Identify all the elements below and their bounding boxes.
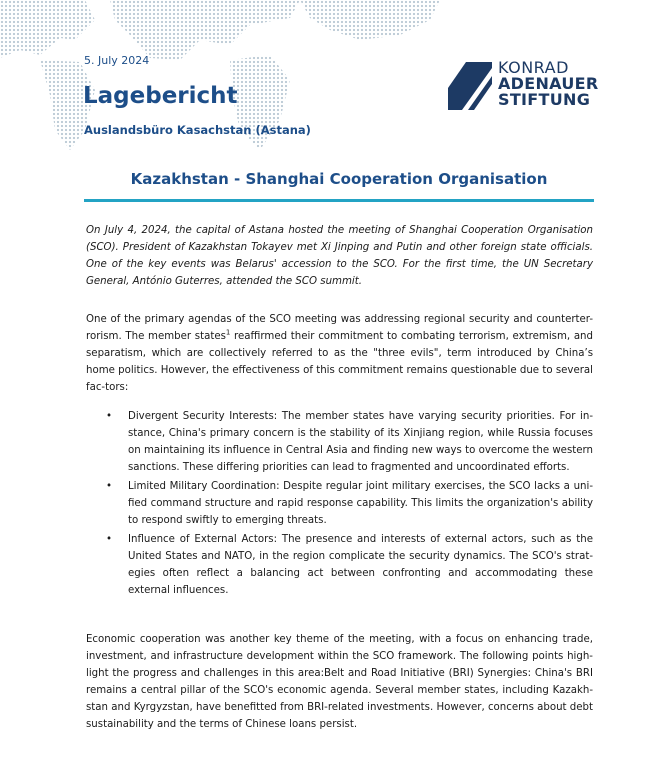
- list-item-text: Divergent Security Interests: The member states have varying security priorities. For in-stance, China's primary concern is the stability of its Xinjiang region, while Russia focuses on maintaining its influence in Central Asia and finding new ways to overcome the western sanctions. These differing priorities can lead to fragmented and uncoordinated efforts.: [128, 411, 593, 473]
- heading-divider: [84, 199, 594, 202]
- logo-line-konrad: KONRAD: [498, 58, 569, 77]
- report-date: 5. July 2024: [84, 54, 150, 67]
- logo-line-stiftung: STIFTUNG: [498, 90, 591, 109]
- economic-paragraph: Economic cooperation was another key theme of the meeting, with a focus on enhancing trade, investment, and infrastructure development within the SCO framework. The following points high-light the progress and challenges in this area:Belt and Road Initiative (BRI) Synergies: China's BRI remains a central pillar of the SCO's economic agenda. Several member states, including Kazakh-stan and Kyrgyzstan, have benefitted from BRI-related investments. However, concerns about debt sustainability and the terms of Chinese loans persist.: [86, 634, 593, 730]
- report-subtitle: Auslandsbüro Kasachstan (Astana): [84, 123, 311, 137]
- kas-logo-icon: [448, 62, 492, 110]
- document-body: [86, 222, 593, 733]
- bullet-icon: •: [106, 411, 113, 422]
- document-heading: Kazakhstan - Shanghai Cooperation Organisation: [130, 170, 548, 188]
- security-paragraph: [86, 311, 593, 396]
- bullet-icon: •: [106, 534, 113, 545]
- list-item: [86, 478, 593, 529]
- list-item-text: Limited Military Coordination: Despite regular joint military exercises, the SCO lacks a uni-fied command structure and rapid response capability. This limits the organization's ability to respond swiftly to emerging threats.: [128, 481, 593, 526]
- security-paragraph-text-b: reaffirmed their commitment to combating terrorism, extremism, and separatism, which are collectively referred to as the "three evils", term introduced by China’s home politics. However, the effectiveness of this commitment remains questionable due to several fac-tors:: [86, 331, 593, 393]
- security-paragraph-text-a: One of the primary agendas of the SCO meeting was addressing regional security and counterter-rorism. The member states: [86, 314, 593, 342]
- kas-logo: [448, 58, 599, 112]
- report-title: Lagebericht: [83, 83, 238, 109]
- security-factors-list: [86, 408, 593, 599]
- list-item: [86, 531, 593, 599]
- bullet-icon: •: [106, 481, 113, 492]
- list-item-text: Influence of External Actors: The presence and interests of external actors, such as the United States and NATO, in the region complicate the security dynamics. The SCO's strat-egies often reflect a balancing act between confronting and accommodating these external influences.: [128, 534, 593, 596]
- intro-paragraph: On July 4, 2024, the capital of Astana hosted the meeting of Shanghai Cooperation Organisation (SCO). President of Kazakhstan Tokayev met Xi Jinping and Putin and other foreign state officials. One of the key events was Belarus' accession to the SCO. For the first time, the UN Secretary General, António Guterres, attended the SCO summit.: [86, 225, 593, 287]
- list-item: [86, 408, 593, 476]
- footnote-reference[interactable]: 1: [225, 328, 231, 337]
- kas-logo-text: [498, 60, 599, 108]
- logo-line-adenauer: ADENAUER: [498, 74, 599, 93]
